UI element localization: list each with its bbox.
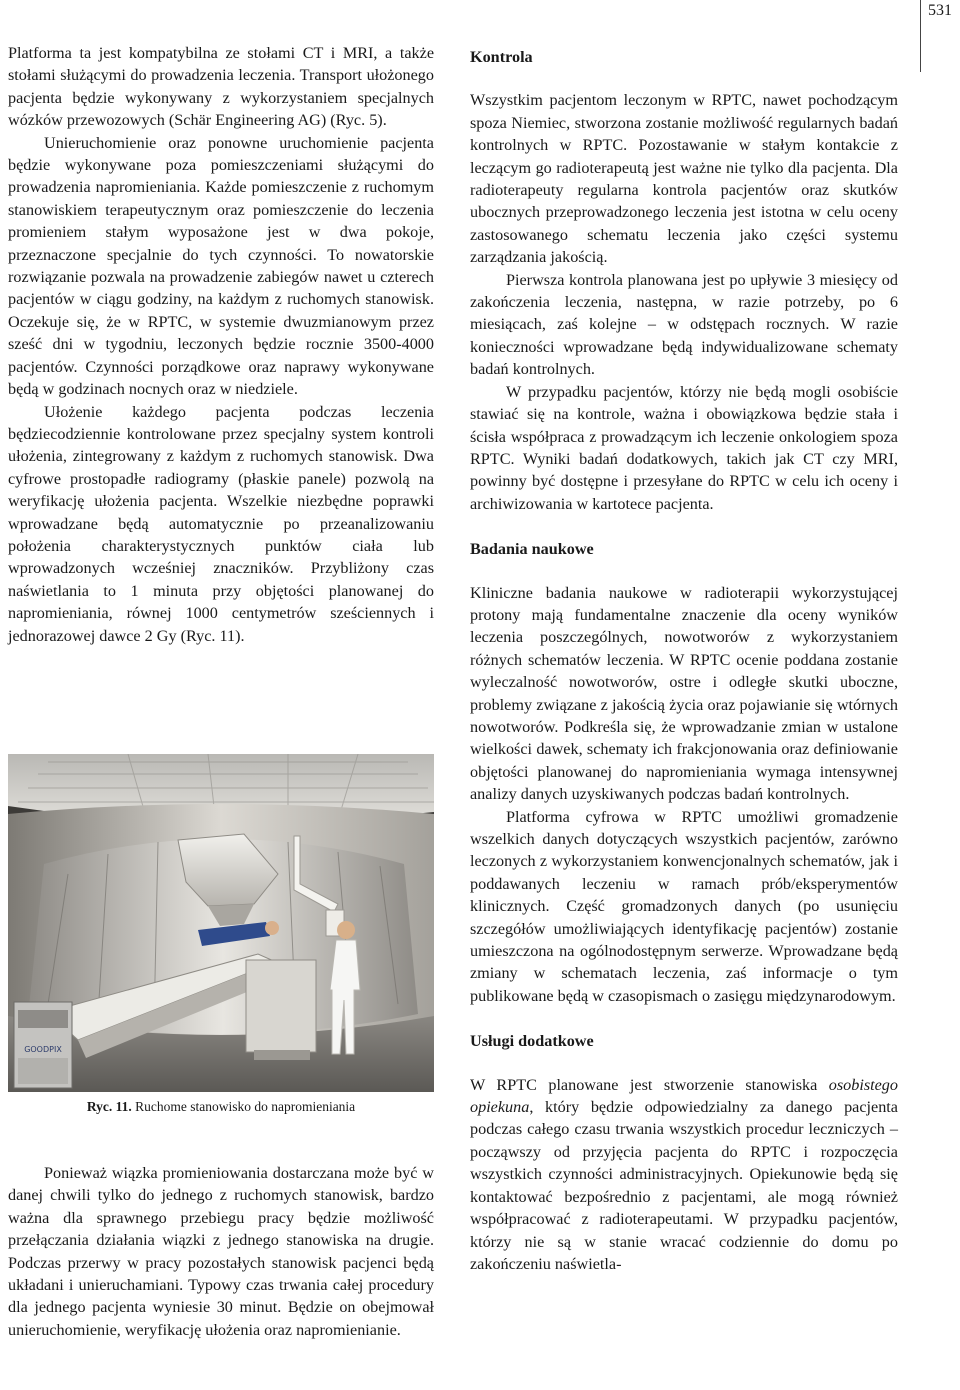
services-italic-term: osobistego opiekuna: [470, 1075, 898, 1117]
services-text-start: W RPTC planowane jest stworzenie stanowiska: [470, 1075, 829, 1094]
treatment-room-photo: [8, 754, 434, 1092]
paragraph-digital-platform: Platforma cyfrowa w RPTC umożliwi gromadzenie wszelkich danych dotyczących wszystkich pacjentów, zarówno leczonych z wykorzystaniem konwencjonalnych schematów, jak i poddawanych leczeniu w ramach prób/eksperymentów klinicznych. Część gromadzonych danych (po usunięciu szczegółów umożliwiających identyfikację pacjentów) zostanie umieszczona na ogólnodostępnym serwerze. Wprowadzane będą zmiany w schematach leczenia, zaś informacje o tym publikowane będą w czasopismach o zasięgu międzynarodowym.: [470, 807, 898, 1005]
paragraph-additional-services: [470, 1074, 898, 1276]
device-label: GOODPIX: [24, 1045, 62, 1054]
figure-gantry-photo: [8, 754, 434, 1092]
paragraph-immobilisation: Unieruchomienie oraz ponowne uruchomienie pacjenta będzie wykonywane poza pomieszczeniami służącymi do prowadzenia napromieniania. Każde pomieszczenie z ruchomym stanowiskiem terapeutycznym oraz pomieszczenie do leczenia promieniem stałym wyposażone jest w dwa pokoje, przeznaczone specjalnie do tych czynności. To nowatorskie rozwiązanie pozwala na prowadzenie zabiegów nawet u czterech pacjentów w ciągu godziny, na każdym z ruchomych stanowisk. Oczekuje się, że w RPTC, w systemie dwuzmianowym przez sześć dni w tygodniu, leczonych będzie rocznie 3500-4000 pacjentów. Czynności porządkowe oraz naprawy wykonywane będą w godzinach nocnych oraz w niedziele.: [8, 133, 434, 399]
paragraph-control-intro: Wszystkim pacjentom leczonym w RPTC, nawet pochodzącym spoza Niemiec, stworzona zostanie możliwość regularnych badań kontrolnych w RPTC. Pozostawanie w stałym kontakcie z leczącym go radioterapeutą jest ważne nie tylko dla pacjenta. Dla radioterapeuty regularna kontrola pacjentów oraz skutków ubocznych przeprowadzonego leczenia jest istotna w celu oceny zastosowanego schematu leczenia jako części systemu zarządzania jakością.: [470, 91, 898, 267]
left-column-lower: [8, 1162, 434, 1341]
figure-label: Ryc. 11.: [86, 1099, 132, 1114]
paragraph-beam-switching: Ponieważ wiązka promieniowania dostarczana może być w danej chwili tylko do jednego z ruchomych stanowisk, bardzo ważna dla sprawnego przebiegu pracy będzie możliwość przełączania działania wiązki z jednego stanowiska na drugie. Podczas przerwy w pracy pozostałych stanowisk pacjenci będą układani i unieruchamiani. Typowy czas trwania całej procedury dla jednego pacjenta wyniesie 30 minut. Będzie on obejmował unieruchomienie, weryfikację ułożenia oraz napromienianie.: [8, 1164, 434, 1339]
heading-kontrola: Kontrola: [470, 48, 533, 66]
services-text-end: , który będzie odpowiedzialny za danego pacjenta podczas całego czasu trwania wszystkich procedur leczniczych – począwszy od przyjęcia pacjenta do RPTC i rozpoczęcia wszystkich czynności administracyjnych. Opiekunowie będą się kontaktować bezpośrednio z pacjentami, ale mogą również współpracować z radioterapeutami. W przypadku pacjentów, którzy nie są w stanie wracać codziennie do domu po zakończeniu naświetla-: [470, 1098, 898, 1273]
left-column-upper: [8, 42, 434, 647]
paragraph-remote-patients: W przypadku pacjentów, którzy nie będą mogli osobiście stawiać się na kontrole, ważna i obowiązkowa będzie stała i ścisła współpraca z prowadzącym ich leczenie onkologiem spoza RPTC. Wyniki badań dodatkowych, takich jak CT czy MRI, powinny być dostępne i przesyłane do RPTC w celu ich oceny i archiwizowania w kartotece pacjenta.: [470, 382, 898, 513]
page-number: 531: [928, 2, 952, 19]
paragraph-research: Kliniczne badania naukowe w radioterapii wykorzystującej protony mają fundamentalne znaczenie dla oceny wyników leczenia poszczególnych, nowotworów z wykorzystaniem różnych schematów leczenia. W RPTC ocenie poddana zostanie wyleczalność nowotworów, ostre i odległe skutki uboczne, problemy związane z jakością życia oraz pojawianie się wtórnych nowotworów. Podkreśla się, że wprowadzanie zmian w ustalone wielkości dawek, schematy ich frakcjonowania oraz definiowanie objętości planowanej do napromieniania wymaga intensywnej analizy danych uzyskiwanych podczas badań kontrolnych.: [470, 583, 898, 804]
heading-badania-naukowe: Badania naukowe: [470, 540, 594, 559]
paragraph-control-schedule: Pierwsza kontrola planowana jest po upływie 3 miesięcy od zakończenia leczenia, następna, w razie potrzeby, po 6 miesiącach, zaś kolejne – w odstępach rocznych. W razie konieczności wprowadzane będą indywidualizowane schematy badań kontrolnych.: [470, 270, 898, 379]
right-column: [470, 46, 898, 1275]
paragraph-positioning: Ułożenie każdego pacjenta podczas leczenia będziecodziennie kontrolowane przez specjalny system kontroli ułożenia, zintegrowany z każdym z ruchomych stanowisk. Dwa cyfrowe prostopadłe radiogramy (płaskie panele) pozwolą na weryfikację ułożenia pacjenta. Wszelkie niezbędne poprawki wprowadzane będą automatycznie po przeanalizowaniu położenia charakterystycznych punktów ciała lub wprowadzonych wcześniej znaczników. Przybliżony czas naświetlania to 1 minuta przy objętości planowanej do napromieniania, równej 1000 centymetrów sześciennych i jednorazowej dawce 2 Gy (Ryc. 11).: [8, 402, 434, 645]
paragraph-platform: Platforma ta jest kompatybilna ze stołami CT i MRI, a także stołami służącymi do prowadzenia leczenia. Transport ułożonego pacjenta będzie wykonywany z wykorzystaniem specjalnych wózków przewozowych (Schär Engineering AG) (Ryc. 5).: [8, 44, 434, 130]
page-corner-rule: [920, 0, 921, 72]
heading-uslugi-dodatkowe: Usługi dodatkowe: [470, 1032, 594, 1051]
figure-caption-text: Ruchome stanowisko do napromieniania: [135, 1099, 356, 1114]
figure-caption: [8, 1098, 434, 1116]
